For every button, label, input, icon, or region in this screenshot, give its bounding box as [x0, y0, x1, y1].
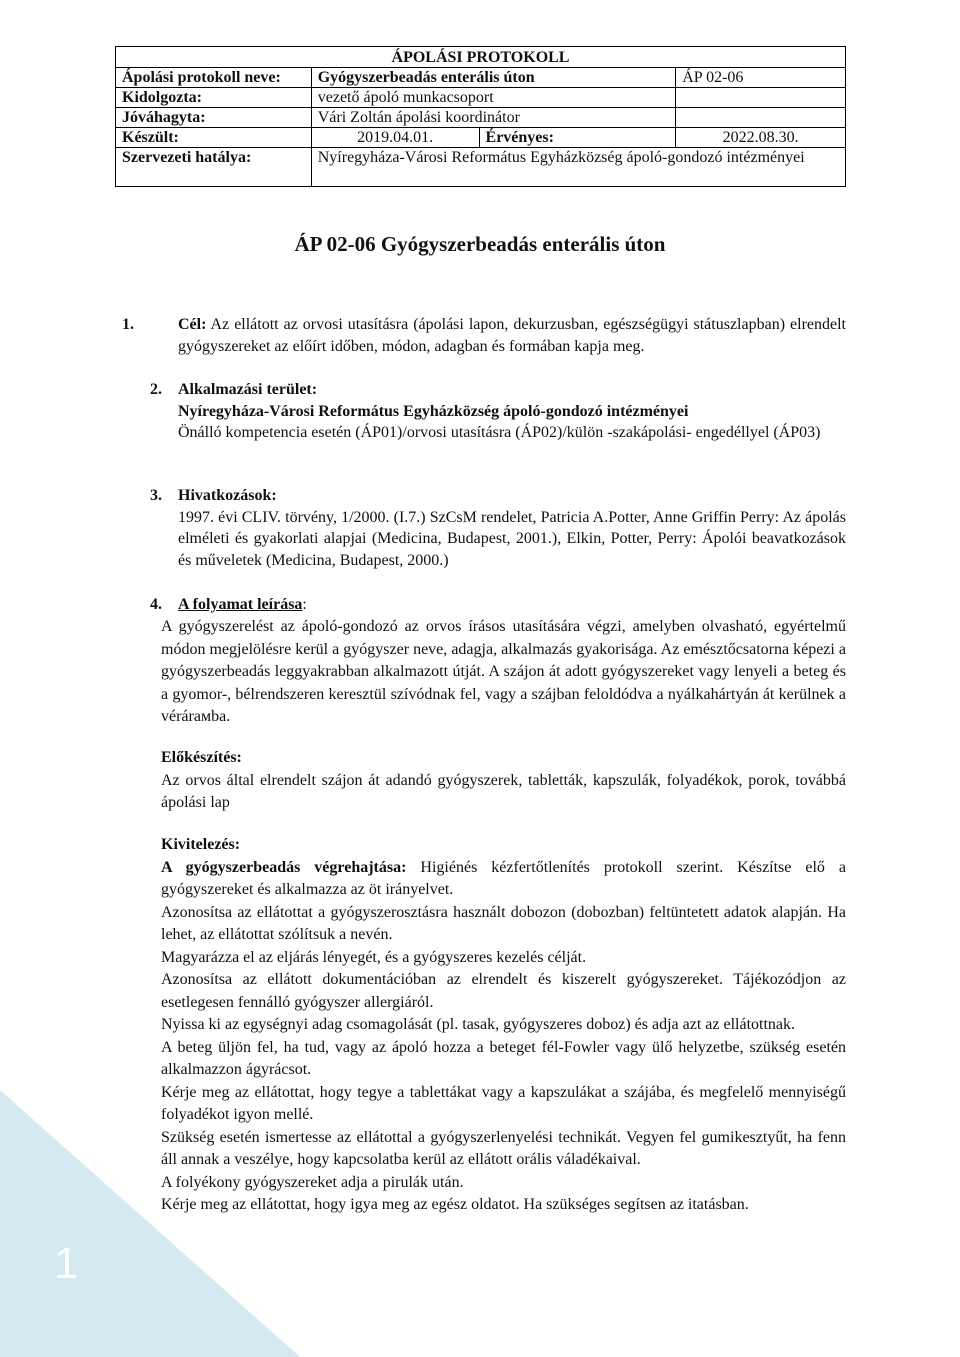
- section-number: 2.: [150, 381, 162, 398]
- section-number: 3.: [150, 487, 162, 504]
- section-label: Alkalmazási terület:: [178, 381, 318, 398]
- section-number: 4.: [150, 596, 162, 613]
- empty-cell: [676, 108, 846, 128]
- preparation-heading: Előkészítés:: [161, 749, 242, 766]
- execution-step: Magyarázza el az eljárás lényegét, és a gyógyszeres kezelés célját.: [161, 948, 587, 966]
- execution-heading: Kivitelezés:: [161, 836, 241, 853]
- section-scope: [150, 379, 846, 444]
- protocol-code: ÁP 02-06: [676, 68, 846, 88]
- protocol-name-value: Gyógyszerbeadás enterális úton: [311, 68, 675, 88]
- scope-label: Szervezeti hatálya:: [116, 148, 312, 187]
- approved-value: Vári Zoltán ápolási koordinátor: [311, 108, 675, 128]
- section-process-heading: [150, 594, 846, 616]
- process-intro-text: A gyógyszerelést az ápoló-gondozó az orvos írásos utasítására végzi, amelyben olvasható, egyértelmű módon megjelölésre kerül a gyógyszer neve, adagja, alkalmazás gyakorisága. Az emésztőcsatorna képezi a gyógyszerbeadás leggyakrabban alkalmazott útját. A szájon át adott gyógyszereket vagy lenyeli a beteg és a gyomor-, bélrendszeren keresztül szívódnak fel, vagy a szájban feloldódva a nyálkahártyán át kerülnek a vérárамba.: [161, 618, 846, 725]
- execution-step: Azonosítsa az ellátottat a gyógyszerosztásra használt dobozon (dobozban) feltüntetett adatok alapján. Ha lehet, az ellátottat szólítsuk a nevén.: [161, 903, 846, 943]
- execution-step: Kérje meg az ellátottat, hogy igya meg az egész oldatot. Ha szükséges segítsen az itatásban.: [161, 1196, 749, 1213]
- scope-value: Nyíregyháza-Városi Református Egyházközség ápoló-gondozó intézményei: [311, 148, 845, 187]
- created-value: 2019.04.01.: [311, 128, 479, 148]
- preparation-block: [161, 747, 846, 815]
- protocol-name-label: Ápolási protokoll neve:: [116, 68, 312, 88]
- section-colon: :: [302, 596, 307, 613]
- section-number: 1.: [122, 316, 134, 333]
- valid-label: Érvényes:: [479, 128, 676, 148]
- section-label: Hivatkozások:: [178, 487, 277, 504]
- process-intro: [161, 616, 846, 729]
- section-text: Az ellátott az orvosi utasításra (ápolási lapon, dekurzusban, egészségügyi státuszlapban) elrendelt gyógyszereket az előírt időben, módon, adagban és formában kapja meg.: [178, 316, 846, 355]
- empty-cell: [676, 88, 846, 108]
- author-label: Kidolgozta:: [116, 88, 312, 108]
- execution-step: Kérje meg az ellátottat, hogy tegye a tablettákat vagy a kapszulákat a szájába, és megfelelő mennyiségű folyadékot igyon mellé.: [161, 1083, 846, 1123]
- protocol-header-title: ÁPOLÁSI PROTOKOLL: [116, 47, 846, 68]
- execution-step: Nyissa ki az egységnyi adag csomagolását (pl. tasak, gyógyszeres doboz) és adja azt az ellátottnak.: [161, 1016, 795, 1033]
- author-value: vezető ápoló munkacsoport: [311, 88, 675, 108]
- execution-step: Szükség esetén ismertesse az ellátottal a gyógyszerlenyelési technikát. Vegyen fel gumikesztyűt, ha fenn áll annak a veszélye, hogy kapcsolatba kerül az ellátott orális váladékaival.: [161, 1128, 846, 1168]
- preparation-text: Az orvos által elrendelt szájon át adandó gyógyszerek, tabletták, kapszulák, folyadékok, porok, továbbá ápolási lap: [161, 771, 846, 811]
- execution-step: A beteg üljön fel, ha tud, vagy az ápoló hozza a beteget fél-Fowler vagy ülő helyzetbe, szükség esetén alkalmazzon ágyrácsot.: [161, 1038, 846, 1078]
- section-label: Cél:: [178, 316, 207, 333]
- approved-label: Jóváhagyta:: [116, 108, 312, 128]
- execution-step: A folyékony gyógyszereket adja a pirulák után.: [161, 1173, 464, 1191]
- execution-lead-label: A gyógyszerbeadás végrehajtása:: [161, 858, 407, 876]
- protocol-header-table: [115, 46, 846, 187]
- section-label: A folyamat leírása: [178, 596, 303, 613]
- section-goal: [122, 314, 846, 357]
- document-title: ÁP 02-06 Gyógyszerbeadás enterális úton: [294, 232, 666, 256]
- section-org: Nyíregyháza-Városi Református Egyházközség ápoló-gondozó intézményei: [178, 402, 689, 420]
- valid-value: 2022.08.30.: [676, 128, 846, 148]
- created-label: Készült:: [116, 128, 312, 148]
- page-number: 1: [54, 1239, 79, 1288]
- section-references: [150, 485, 846, 571]
- execution-block: [161, 834, 846, 1217]
- section-text: 1997. évi CLIV. törvény, 1/2000. (I.7.) SzCsM rendelet, Patricia A.Potter, Anne Griffin Perry: Az ápolás elméleti és gyakorlati alapjai (Medicina, Budapest, 2001.), Elkin, Potter, Perry: Ápolói beavatkozások és műveletek (Medicina, Budapest, 2000.): [178, 508, 846, 569]
- execution-step: Azonosítsa az ellátott dokumentációban az elrendelt és kiszerelt gyógyszereket. Tájékozódjon az esetlegesen fennálló gyógyszer allergiáról.: [161, 971, 846, 1011]
- section-text: Önálló kompetencia esetén (ÁP01)/orvosi utasításra (ÁP02)/külön -szakápolási- engedéllyel (ÁP03): [178, 424, 821, 441]
- execution-lead: [161, 857, 846, 902]
- execution-lead-text: Higiénés kézfertőtlenítés protokoll szerint. Készítse elő a gyógyszereket és alkalmazza az öt irányelvet.: [161, 858, 847, 898]
